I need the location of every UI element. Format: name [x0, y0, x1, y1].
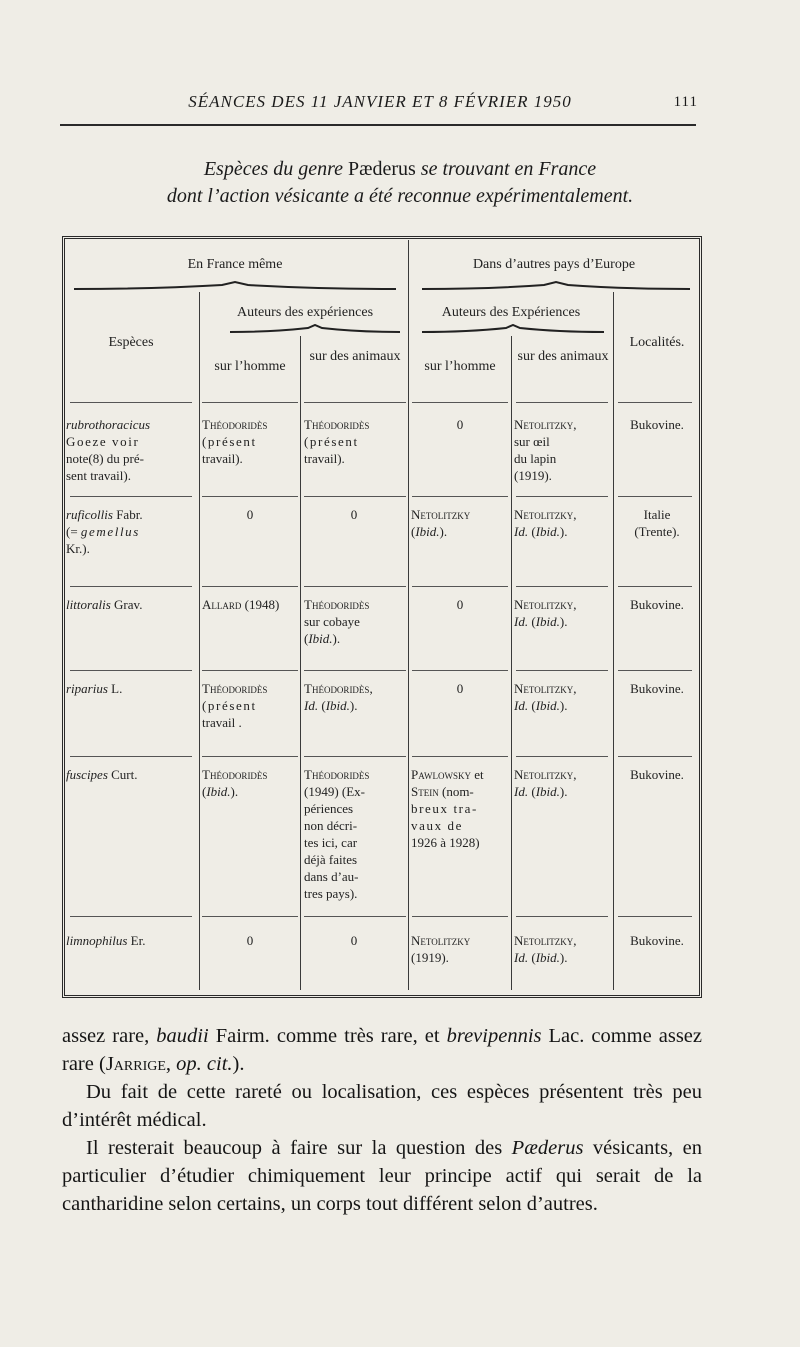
- row-separator: [516, 756, 608, 757]
- cell-fr-homme-row-3: [202, 596, 298, 613]
- cell-line: Théodoridès: [202, 681, 268, 696]
- p1-text-d: ,: [165, 1053, 177, 1075]
- cell-fr-homme-row-6: [202, 932, 298, 949]
- cell-eu-animaux-row-2: [514, 506, 610, 540]
- cell-line: 0: [246, 507, 254, 522]
- cell-line: (1919).: [411, 950, 449, 965]
- cell-line: Pawlowsky et: [411, 767, 484, 782]
- cell-line: riparius L.: [66, 681, 123, 696]
- cell-line: non décri-: [304, 818, 358, 833]
- cell-eu-animaux-row-5: [514, 766, 610, 800]
- row-separator: [412, 402, 508, 403]
- divider-groups: [408, 240, 409, 990]
- cell-fr-homme-row-1: [202, 416, 298, 467]
- cell-line: tres pays).: [304, 886, 358, 901]
- cell-line: limnophilus Er.: [66, 933, 146, 948]
- cell-line: (présent: [202, 434, 257, 449]
- table-caption: [40, 156, 760, 210]
- p1-opcit: op. cit.: [176, 1053, 233, 1075]
- cell-line: (Ibid.).: [411, 524, 448, 539]
- caption-line1-after: se trouvant en France: [415, 158, 597, 180]
- cell-line: (= gemellus: [66, 524, 140, 539]
- row-separator: [202, 670, 298, 671]
- cell-eu-homme-row-2: [411, 506, 509, 540]
- cell-line: Stein (nom-: [411, 784, 474, 799]
- row-separator: [304, 756, 406, 757]
- p1-text-b: Fairm. comme très rare, et: [208, 1025, 447, 1047]
- row-separator: [516, 402, 608, 403]
- cell-localite-row-4: [615, 680, 699, 697]
- cell-line: Bukovine.: [630, 681, 684, 696]
- paragraph-3: [62, 1134, 702, 1218]
- header-en-france: En France même: [187, 257, 283, 272]
- cell-localite-row-6: [615, 932, 699, 949]
- row-separator: [618, 496, 692, 497]
- row-separator: [202, 916, 298, 917]
- brace-europe: [420, 280, 692, 292]
- cell-line: Allard (1948): [202, 597, 280, 612]
- cell-line: Théodoridès,: [304, 681, 373, 696]
- caption-line2: dont l’action vésicante a été reconnue expérimentalement.: [166, 185, 634, 207]
- cell-line: rubrothoracicus: [66, 417, 151, 432]
- p3-paederus: Pæderus: [511, 1137, 584, 1159]
- row-separator: [412, 496, 508, 497]
- cell-line: Id. (Ibid.).: [514, 698, 568, 713]
- running-header: [60, 92, 700, 116]
- row-separator: [304, 496, 406, 497]
- cell-line: Théodoridès: [202, 767, 268, 782]
- header-localites: Localités.: [629, 335, 685, 350]
- cell-fr-animaux-row-5: [304, 766, 404, 902]
- species-table: [62, 236, 702, 998]
- cell-line: Id. (Ibid.).: [514, 784, 568, 799]
- cell-eu-animaux-row-3: [514, 596, 610, 630]
- brace-authors-europe: [420, 324, 606, 336]
- header-fr-animaux: [302, 348, 408, 365]
- row-separator: [516, 670, 608, 671]
- cell-line: Netolitzky,: [514, 933, 577, 948]
- row-separator: [202, 402, 298, 403]
- p1-text-e: ).: [232, 1053, 245, 1075]
- cell-line: (Ibid.).: [304, 631, 341, 646]
- cell-line: travail).: [202, 451, 243, 466]
- p1-jarrige: Jarrige: [105, 1053, 166, 1075]
- cell-species-row-2: [66, 506, 196, 557]
- p1-text-c: Lac. comme assez rare (: [62, 1025, 702, 1075]
- row-separator: [70, 916, 192, 917]
- cell-eu-homme-row-5: [411, 766, 509, 851]
- cell-line: breux tra-: [411, 801, 478, 816]
- p1-brevipennis: brevipennis: [446, 1025, 542, 1047]
- row-separator: [516, 586, 608, 587]
- divider-species: [199, 292, 200, 990]
- header-auteurs-europe: Auteurs des Expériences: [441, 305, 581, 320]
- cell-line: Bukovine.: [630, 933, 684, 948]
- row-separator: [70, 756, 192, 757]
- cell-line: (présent: [202, 698, 257, 713]
- cell-line: (Ibid.).: [202, 784, 239, 799]
- cell-species-row-5: [66, 766, 196, 783]
- divider-eu: [511, 336, 512, 990]
- cell-fr-animaux-row-2: [304, 506, 404, 523]
- cell-localite-row-1: [615, 416, 699, 433]
- cell-line: (présent: [304, 434, 359, 449]
- cell-localite-row-2: [615, 506, 699, 540]
- cell-fr-animaux-row-4: [304, 680, 404, 714]
- brace-authors-france: [228, 324, 402, 336]
- cell-fr-homme-row-4: [202, 680, 298, 731]
- cell-line: Théodoridès: [304, 767, 370, 782]
- row-separator: [516, 496, 608, 497]
- cell-line: 0: [456, 417, 464, 432]
- cell-eu-homme-row-1: [411, 416, 509, 433]
- cell-fr-animaux-row-1: [304, 416, 404, 467]
- cell-fr-animaux-row-6: [304, 932, 404, 949]
- cell-line: Bukovine.: [630, 597, 684, 612]
- cell-line: Netolitzky,: [514, 417, 577, 432]
- row-separator: [412, 916, 508, 917]
- cell-line: Théodoridès: [202, 417, 268, 432]
- cell-line: Italie: [643, 507, 671, 522]
- row-separator: [202, 496, 298, 497]
- cell-line: sent travail).: [66, 468, 131, 483]
- p1-baudii: baudii: [156, 1025, 209, 1047]
- cell-line: (Trente).: [634, 524, 680, 539]
- row-separator: [516, 916, 608, 917]
- cell-line: Kr.).: [66, 541, 90, 556]
- cell-line: dans d’au-: [304, 869, 359, 884]
- p1-text-a: assez rare,: [62, 1025, 157, 1047]
- cell-line: littoralis Grav.: [66, 597, 143, 612]
- cell-line: déjà faites: [304, 852, 358, 867]
- cell-line: travail).: [304, 451, 345, 466]
- paragraph-1: [62, 1022, 702, 1078]
- p3-text-b: vésicants, en particulier d’étudier chimiquement leur principe actif qui serait de la cantharidine selon certains, un corps tout différent selon d’autres.: [62, 1137, 702, 1215]
- row-separator: [412, 756, 508, 757]
- header-eu-animaux-label: sur des animaux: [517, 349, 609, 364]
- cell-eu-homme-row-3: [411, 596, 509, 613]
- cell-line: travail .: [202, 715, 242, 730]
- header-especes: Espèces: [108, 335, 154, 350]
- caption-genus: Pæderus: [348, 158, 416, 180]
- cell-line: Id. (Ibid.).: [514, 614, 568, 629]
- header-fr-animaux-label: sur des animaux: [309, 349, 401, 364]
- row-separator: [618, 586, 692, 587]
- cell-line: Théodoridès: [304, 417, 370, 432]
- cell-line: Bukovine.: [630, 767, 684, 782]
- paragraph-2: Du fait de cette rareté ou localisation, ces espèces présentent très peu d’intérêt médical.: [62, 1081, 702, 1131]
- cell-line: Goeze voir: [66, 434, 140, 449]
- p3-text-a: Il resterait beaucoup à faire sur la question des: [86, 1137, 512, 1159]
- row-separator: [70, 402, 192, 403]
- divider-localites: [613, 292, 614, 990]
- cell-line: vaux de: [411, 818, 463, 833]
- row-separator: [202, 756, 298, 757]
- cell-species-row-1: [66, 416, 196, 484]
- cell-fr-homme-row-5: [202, 766, 298, 800]
- cell-line: tes ici, car: [304, 835, 358, 850]
- row-separator: [70, 586, 192, 587]
- row-separator: [304, 670, 406, 671]
- header-fr-homme: sur l’homme: [214, 359, 286, 374]
- row-separator: [304, 916, 406, 917]
- cell-line: 1926 à 1928): [411, 835, 480, 850]
- row-separator: [412, 586, 508, 587]
- cell-species-row-3: [66, 596, 196, 613]
- cell-line: Netolitzky: [411, 507, 471, 522]
- cell-species-row-4: [66, 680, 196, 697]
- running-header-title: SÉANCES DES 11 JANVIER ET 8 FÉVRIER 1950: [188, 92, 572, 111]
- divider-fr: [300, 336, 301, 990]
- cell-fr-animaux-row-3: [304, 596, 404, 647]
- cell-line: Netolitzky,: [514, 507, 577, 522]
- row-separator: [70, 496, 192, 497]
- row-separator: [618, 402, 692, 403]
- header-autres-pays: Dans d’autres pays d’Europe: [472, 257, 636, 272]
- header-rule: [60, 124, 696, 126]
- caption-line1-before: Espèces du genre: [203, 158, 349, 180]
- row-separator: [70, 670, 192, 671]
- cell-localite-row-3: [615, 596, 699, 613]
- cell-line: 0: [456, 681, 464, 696]
- cell-line: Netolitzky,: [514, 767, 577, 782]
- row-separator: [618, 670, 692, 671]
- page-number: 111: [673, 94, 698, 110]
- cell-line: 0: [456, 597, 464, 612]
- cell-line: Bukovine.: [630, 417, 684, 432]
- row-separator: [304, 586, 406, 587]
- cell-eu-homme-row-6: [411, 932, 509, 966]
- cell-line: sur œil: [514, 434, 550, 449]
- cell-line: Id. (Ibid.).: [304, 698, 358, 713]
- cell-line: sur cobaye: [304, 614, 360, 629]
- cell-eu-animaux-row-6: [514, 932, 610, 966]
- cell-eu-animaux-row-1: [514, 416, 610, 484]
- cell-eu-animaux-row-4: [514, 680, 610, 714]
- cell-line: Id. (Ibid.).: [514, 950, 568, 965]
- cell-line: du lapin: [514, 451, 557, 466]
- cell-line: 0: [350, 933, 358, 948]
- cell-line: (1949) (Ex-: [304, 784, 366, 799]
- cell-line: Netolitzky: [411, 933, 471, 948]
- body-text: [62, 1022, 702, 1218]
- cell-eu-homme-row-4: [411, 680, 509, 697]
- cell-line: Netolitzky,: [514, 681, 577, 696]
- cell-species-row-6: [66, 932, 196, 949]
- cell-fr-homme-row-2: [202, 506, 298, 523]
- cell-line: Netolitzky,: [514, 597, 577, 612]
- cell-line: Id. (Ibid.).: [514, 524, 568, 539]
- header-auteurs-france: Auteurs des expériences: [236, 305, 374, 320]
- cell-line: périences: [304, 801, 354, 816]
- row-separator: [618, 916, 692, 917]
- row-separator: [304, 402, 406, 403]
- brace-france: [72, 280, 398, 292]
- cell-line: 0: [350, 507, 358, 522]
- cell-line: ruficollis Fabr.: [66, 507, 143, 522]
- row-separator: [618, 756, 692, 757]
- header-eu-animaux: [513, 348, 613, 365]
- header-eu-homme: sur l’homme: [424, 359, 496, 374]
- row-separator: [412, 670, 508, 671]
- cell-line: Théodoridès: [304, 597, 370, 612]
- cell-line: note(8) du pré-: [66, 451, 144, 466]
- cell-localite-row-5: [615, 766, 699, 783]
- row-separator: [202, 586, 298, 587]
- cell-line: fuscipes Curt.: [66, 767, 138, 782]
- cell-line: (1919).: [514, 468, 552, 483]
- cell-line: 0: [246, 933, 254, 948]
